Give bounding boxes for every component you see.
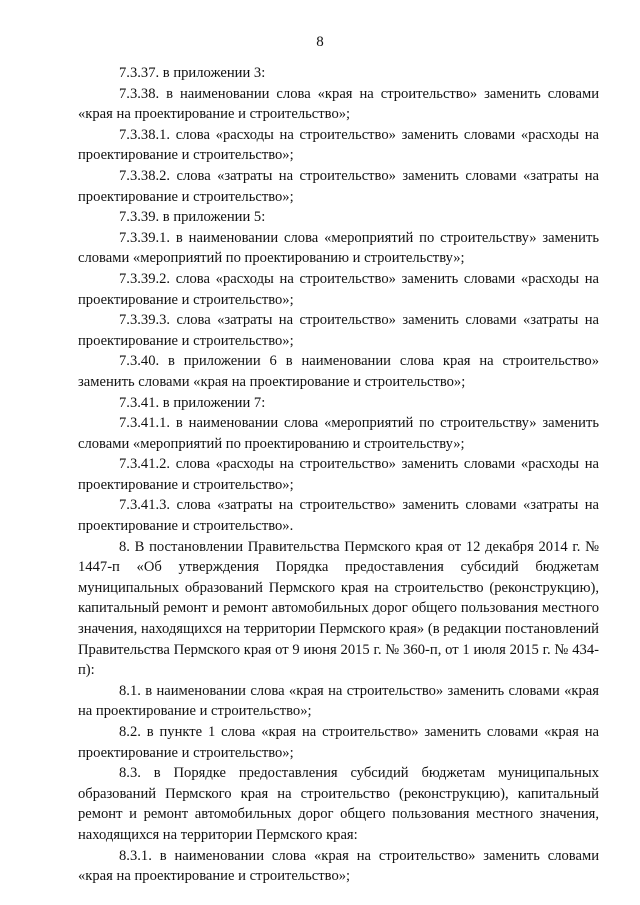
paragraph-7-3-39: 7.3.39. в приложении 5: (119, 209, 266, 226)
paragraph-7-3-41-2: 7.3.41.2. слова «расходы на строительство» заменить словами «расходы на проектирование и строительство»; (78, 456, 599, 493)
page-number: 8 (316, 34, 324, 50)
paragraph-8-3-1: 8.3.1. в наименовании слова «края на строительство» заменить словами «края на проектирование и строительство»; (78, 847, 599, 885)
paragraph-7-3-41-1: 7.3.41.1. в наименовании слова «мероприятий по строительству» заменить словами «мероприятий по проектированию и строительству»; (78, 415, 599, 452)
paragraph-8: 8. В постановлении Правительства Пермского края от 12 декабря 2014 г. № 1447-п «Об утверждения Порядка предоставления субсидий бюджетам муниципальных образований Пермского края на строительство (реконструкцию), капитальный ремонт и ремонт автомобильных дорог общего пользования местного значения, находящихся на территории Пермского края» (в редакции постановлений Правительства Пермского края от 9 июня 2015 г. № 360-п, от 1 июля 2015 г. № 434-п): (78, 538, 599, 679)
document-body (78, 63, 599, 887)
paragraph-7-3-39-3: 7.3.39.3. слова «затраты на строительство» заменить словами «затраты на проектирование и строительство»; (78, 312, 599, 349)
paragraph-8-1: 8.1. в наименовании слова «края на строительство» заменить словами «края на проектирование и строительство»; (78, 682, 599, 720)
paragraph-7-3-38-1: 7.3.38.1. слова «расходы на строительство» заменить словами «расходы на проектирование и строительство»; (78, 126, 599, 164)
paragraph-7-3-38-2: 7.3.38.2. слова «затраты на строительство» заменить словами «затраты на проектирование и строительство»; (78, 167, 599, 205)
paragraph-7-3-38: 7.3.38. в наименовании слова «края на строительство» заменить словами «края на проектирование и строительство»; (78, 85, 599, 123)
paragraph-7-3-40: 7.3.40. в приложении 6 в наименовании слова края на строительство» заменить словами «края на проектирование и строительство»; (78, 353, 599, 390)
paragraph-8-3: 8.3. в Порядке предоставления субсидий бюджетам муниципальных образований Пермского края на строительство (реконструкцию), капитальный ремонт и ремонт автомобильных дорог общего пользования местного значения, находящихся на территории Пермского края: (78, 765, 599, 843)
paragraph-7-3-39-2: 7.3.39.2. слова «расходы на строительство» заменить словами «расходы на проектирование и строительство»; (78, 270, 599, 308)
paragraph-7-3-39-1: 7.3.39.1. в наименовании слова «мероприятий по строительству» заменить словами «мероприятий по проектированию и строительству»; (78, 229, 599, 267)
paragraph-7-3-41-3: 7.3.41.3. слова «затраты на строительство» заменить словами «затраты на проектирование и строительство». (78, 497, 599, 535)
paragraph-7-3-41: 7.3.41. в приложении 7: (119, 394, 266, 411)
paragraph-7-3-37: 7.3.37. в приложении 3: (119, 65, 266, 81)
paragraph-8-2: 8.2. в пункте 1 слова «края на строительство» заменить словами «края на проектирование и строительство»; (78, 724, 599, 761)
